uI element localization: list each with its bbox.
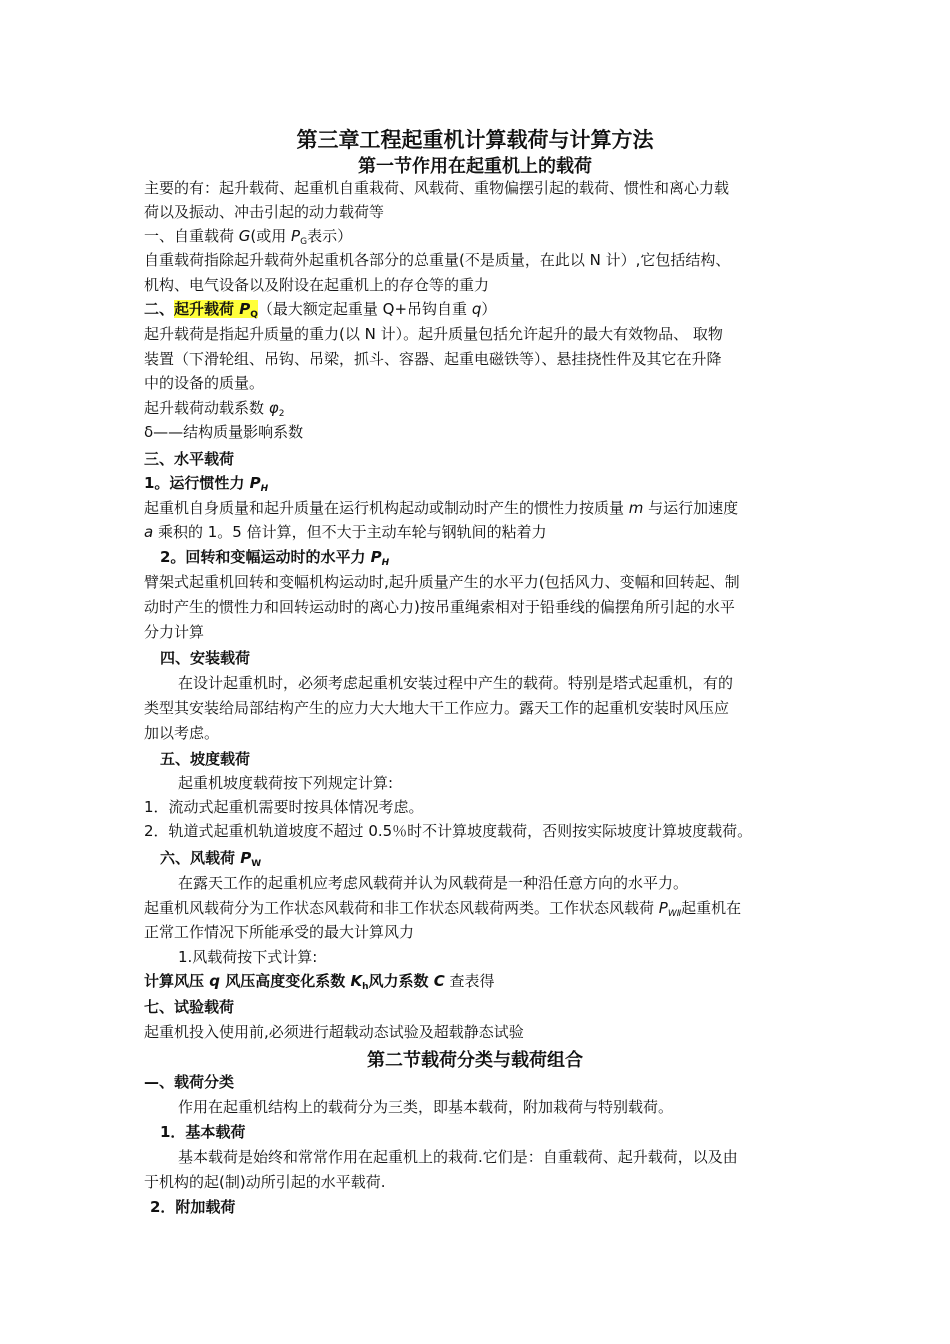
wind-calc-line: 计算风压 q 风压高度变化系数 $K_h$风力系数 C 查表得 [144, 972, 495, 992]
para-inertia-1: 起重机自身质量和起升质量在运行机构起动或制动时产生的惯性力按质量 m 与运行加速度 [144, 499, 739, 517]
para-slope-1: 起重机坡度载荷按下列规定计算: [178, 774, 394, 792]
para-self-weight-2: 机构、电气设备以及附设在起重机上的存仓等的重力 [144, 276, 490, 294]
chapter-title: 第三章工程起重机计算载荷与计算方法 [296, 128, 654, 152]
para-inertia-2: a 乘积的 1。5 倍计算，但不大于主动车轮与钢轨间的粘着力 [144, 523, 547, 541]
para-test-load: 起重机投入使用前,必须进行超载动态试验及超载静态试验 [144, 1023, 524, 1041]
subheading-slewing: 2。回转和变幅运动时的水平力 $P_H$ [160, 548, 390, 568]
para-slewing-1: 臂架式起重机回转和变幅机构运动时,起升质量产生的水平力(包括风力、变幅和回转起、制 [144, 573, 740, 591]
para-installation-1: 在设计起重机时，必须考虑起重机安装过程中产生的载荷。特别是塔式起重机，有的 [178, 674, 734, 692]
subheading-basic-load: 1．基本载荷 [160, 1123, 246, 1141]
heading-installation-load: 四、安装载荷 [160, 649, 251, 667]
highlighted-text: 起升载荷 $P_Q$ [174, 300, 258, 320]
para-slewing-2: 动时产生的惯性力和回转运动时的离心力)按吊重绳索相对于铅垂线的偏摆角所引起的水平 [144, 598, 735, 616]
dynamic-factor-line: 起升载荷动载系数 $\varphi_2$ [144, 399, 285, 419]
subheading-inertia: 1。运行惯性力 $P_H$ [144, 474, 269, 494]
para-classification: 作用在起重机结构上的载荷分为三类，即基本载荷，附加栽荷与特别载荷。 [178, 1098, 674, 1116]
delta-line: δ——结构质量影响系数 [144, 423, 304, 441]
para-installation-3: 加以考虑。 [144, 724, 220, 742]
para-lifting-2: 装置（下滑轮组、吊钩、吊梁，抓斗、容器、起重电磁铁等）、悬挂挠性件及其它在升降 [144, 350, 722, 368]
para-wind-4: 1.风载荷按下式计算: [178, 948, 318, 966]
subheading-additional-load: 2．附加载荷 [150, 1198, 236, 1216]
para-installation-2: 类型其安装给局部结构产生的应力大大地大干工作应力。露天工作的起重机安装时风压应 [144, 699, 730, 717]
para-basic-load-1: 基本载荷是始终和常常作用在起重机上的栽荷.它们是：自重载荷、起升载荷，以及由 [178, 1148, 738, 1166]
para-slope-3: 2．轨道式起重机轨道坡度不超过 0.5％时不计算坡度载荷，否则按实际坡度计算坡度载荷。 [144, 822, 753, 840]
para-wind-2: 起重机风载荷分为工作状态风载荷和非工作状态风载荷两类。工作状态风载荷 $P_{WⅡ}$起重机在 [144, 899, 742, 919]
intro-line-2: 荷以及振动、冲击引起的动力载荷等 [144, 203, 385, 221]
para-self-weight-1: 自重载荷指除起升载荷外起重机各部分的总重量(不是质量，在此以 N 计）,它包括结构、 [144, 251, 731, 269]
para-lifting-1: 起升载荷是指起升质量的重力(以 N 计）。起升质量包括允许起升的最大有效物品、 取物 [144, 325, 723, 343]
heading-load-classification: —、载荷分类 [144, 1073, 235, 1091]
heading-lifting-load: 二、起升载荷 $P_Q$（最大额定起重量 Q+吊钩自重 q） [144, 300, 497, 320]
para-lifting-3: 中的设备的质量。 [144, 374, 265, 392]
para-basic-load-2: 于机构的起(制)动所引起的水平载荷. [144, 1173, 386, 1191]
para-slope-2: 1．流动式起重机需要时按具体情况考虑。 [144, 798, 424, 816]
intro-line-1: 主要的有：起升载荷、起重机自重栽荷、风载荷、重物偏摆引起的载荷、惯性和离心力载 [144, 179, 730, 197]
heading-self-weight: 一、自重载荷 G(或用 $P_G$表示） [144, 227, 353, 247]
heading-horizontal-load: 三、水平载荷 [144, 450, 235, 468]
heading-test-load: 七、试验载荷 [144, 998, 235, 1016]
para-wind-1: 在露天工作的起重机应考虑风载荷并认为风载荷是一种沿任意方向的水平力。 [178, 874, 689, 892]
heading-slope-load: 五、坡度载荷 [160, 750, 251, 768]
section-2-heading: 第二节载荷分类与载荷组合 [367, 1050, 583, 1071]
para-slewing-3: 分力计算 [144, 623, 205, 641]
para-wind-3: 正常工作情况下所能承受的最大计算风力 [144, 923, 415, 941]
heading-wind-load: 六、风载荷 $P_W$ [160, 849, 262, 869]
section-1-heading: 第一节作用在起重机上的载荷 [358, 156, 592, 177]
